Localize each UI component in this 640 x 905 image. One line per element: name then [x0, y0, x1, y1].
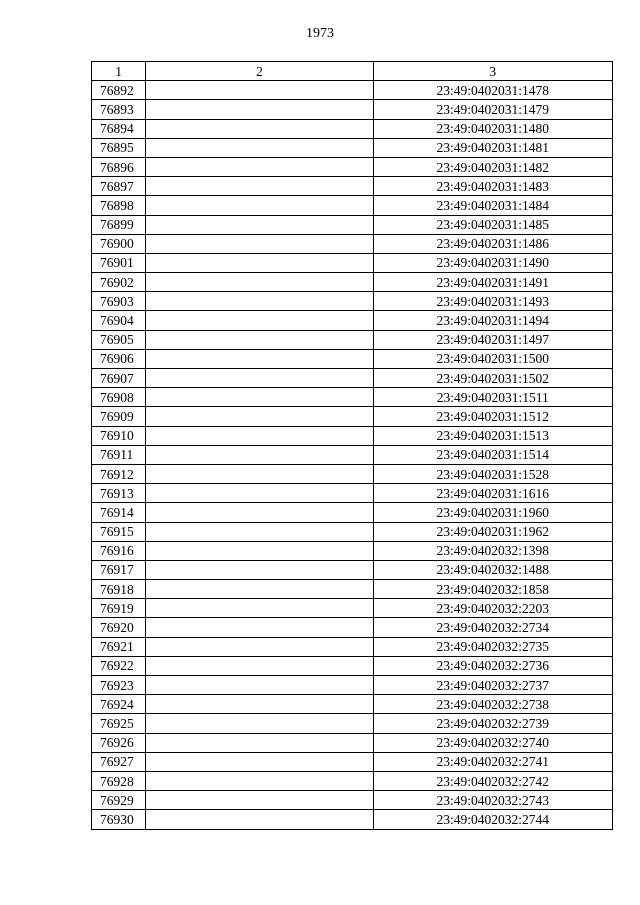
row-number-cell: 76909	[92, 407, 146, 426]
row-number-cell: 76926	[92, 733, 146, 752]
cadastral-number-cell: 23:49:0402031:1528	[373, 464, 612, 483]
table-row	[92, 253, 613, 272]
row-description-cell	[146, 676, 373, 695]
cadastral-number-cell: 23:49:0402031:1494	[373, 311, 612, 330]
row-description-cell	[146, 81, 373, 100]
row-number-cell: 76898	[92, 196, 146, 215]
row-description-cell	[146, 656, 373, 675]
table-row	[92, 676, 613, 695]
cadastral-number-cell: 23:49:0402031:1512	[373, 407, 612, 426]
row-description-cell	[146, 464, 373, 483]
row-description-cell	[146, 695, 373, 714]
cadastral-number-cell: 23:49:0402031:1486	[373, 234, 612, 253]
row-number-cell: 76928	[92, 771, 146, 790]
table-row	[92, 810, 613, 829]
row-number-cell: 76915	[92, 522, 146, 541]
row-description-cell	[146, 273, 373, 292]
row-description-cell	[146, 311, 373, 330]
row-description-cell	[146, 253, 373, 272]
table-row	[92, 618, 613, 637]
table-row	[92, 138, 613, 157]
column-header-1: 1	[92, 62, 146, 81]
cadastral-table	[91, 61, 613, 830]
cadastral-number-cell: 23:49:0402031:1511	[373, 388, 612, 407]
cadastral-number-cell: 23:49:0402032:2735	[373, 637, 612, 656]
cadastral-number-cell: 23:49:0402032:2738	[373, 695, 612, 714]
table-row	[92, 273, 613, 292]
row-number-cell: 76918	[92, 580, 146, 599]
table-row	[92, 407, 613, 426]
cadastral-number-cell: 23:49:0402031:1483	[373, 177, 612, 196]
row-number-cell: 76912	[92, 464, 146, 483]
cadastral-number-cell: 23:49:0402032:2740	[373, 733, 612, 752]
cadastral-number-cell: 23:49:0402031:1513	[373, 426, 612, 445]
row-number-cell: 76906	[92, 349, 146, 368]
row-description-cell	[146, 330, 373, 349]
table-row	[92, 311, 613, 330]
row-description-cell	[146, 560, 373, 579]
row-number-cell: 76908	[92, 388, 146, 407]
table-row	[92, 714, 613, 733]
table-row	[92, 81, 613, 100]
row-number-cell: 76916	[92, 541, 146, 560]
table-row	[92, 369, 613, 388]
row-description-cell	[146, 215, 373, 234]
row-description-cell	[146, 445, 373, 464]
row-description-cell	[146, 177, 373, 196]
table-row	[92, 541, 613, 560]
row-number-cell: 76920	[92, 618, 146, 637]
cadastral-number-cell: 23:49:0402031:1485	[373, 215, 612, 234]
row-number-cell: 76900	[92, 234, 146, 253]
row-number-cell: 76893	[92, 100, 146, 119]
row-number-cell: 76901	[92, 253, 146, 272]
row-number-cell: 76927	[92, 752, 146, 771]
table-row	[92, 560, 613, 579]
row-number-cell: 76904	[92, 311, 146, 330]
row-description-cell	[146, 810, 373, 829]
table-header-row	[92, 62, 613, 81]
row-description-cell	[146, 138, 373, 157]
row-number-cell: 76914	[92, 503, 146, 522]
table-row	[92, 157, 613, 176]
table-row	[92, 445, 613, 464]
row-description-cell	[146, 771, 373, 790]
row-number-cell: 76892	[92, 81, 146, 100]
cadastral-number-cell: 23:49:0402031:1491	[373, 273, 612, 292]
row-description-cell	[146, 752, 373, 771]
table-row	[92, 637, 613, 656]
cadastral-number-cell: 23:49:0402031:1497	[373, 330, 612, 349]
cadastral-number-cell: 23:49:0402031:1493	[373, 292, 612, 311]
row-description-cell	[146, 522, 373, 541]
table-row	[92, 580, 613, 599]
row-description-cell	[146, 234, 373, 253]
row-description-cell	[146, 119, 373, 138]
row-number-cell: 76923	[92, 676, 146, 695]
cadastral-number-cell: 23:49:0402032:1858	[373, 580, 612, 599]
row-number-cell: 76903	[92, 292, 146, 311]
row-description-cell	[146, 407, 373, 426]
table-row	[92, 752, 613, 771]
row-number-cell: 76907	[92, 369, 146, 388]
table-row	[92, 695, 613, 714]
table-body	[92, 81, 613, 829]
table-row	[92, 177, 613, 196]
cadastral-number-cell: 23:49:0402031:1502	[373, 369, 612, 388]
table-row	[92, 388, 613, 407]
row-number-cell: 76917	[92, 560, 146, 579]
table-row	[92, 791, 613, 810]
row-description-cell	[146, 292, 373, 311]
row-description-cell	[146, 157, 373, 176]
row-description-cell	[146, 426, 373, 445]
row-description-cell	[146, 100, 373, 119]
row-description-cell	[146, 618, 373, 637]
cadastral-number-cell: 23:49:0402031:1480	[373, 119, 612, 138]
row-number-cell: 76924	[92, 695, 146, 714]
row-number-cell: 76896	[92, 157, 146, 176]
cadastral-number-cell: 23:49:0402032:2741	[373, 752, 612, 771]
row-description-cell	[146, 791, 373, 810]
table-row	[92, 349, 613, 368]
row-number-cell: 76921	[92, 637, 146, 656]
table-row	[92, 196, 613, 215]
cadastral-number-cell: 23:49:0402031:1490	[373, 253, 612, 272]
table-row	[92, 484, 613, 503]
row-number-cell: 76919	[92, 599, 146, 618]
table-row	[92, 330, 613, 349]
column-header-3: 3	[373, 62, 612, 81]
row-description-cell	[146, 580, 373, 599]
table-row	[92, 215, 613, 234]
row-number-cell: 76910	[92, 426, 146, 445]
cadastral-number-cell: 23:49:0402031:1479	[373, 100, 612, 119]
cadastral-number-cell: 23:49:0402031:1484	[373, 196, 612, 215]
cadastral-number-cell: 23:49:0402032:1488	[373, 560, 612, 579]
row-description-cell	[146, 599, 373, 618]
cadastral-number-cell: 23:49:0402032:2734	[373, 618, 612, 637]
cadastral-number-cell: 23:49:0402031:1514	[373, 445, 612, 464]
cadastral-number-cell: 23:49:0402032:2737	[373, 676, 612, 695]
table-row	[92, 599, 613, 618]
cadastral-number-cell: 23:49:0402032:2736	[373, 656, 612, 675]
row-description-cell	[146, 369, 373, 388]
row-number-cell: 76899	[92, 215, 146, 234]
cadastral-number-cell: 23:49:0402031:1478	[373, 81, 612, 100]
row-description-cell	[146, 637, 373, 656]
row-description-cell	[146, 733, 373, 752]
row-number-cell: 76925	[92, 714, 146, 733]
cadastral-number-cell: 23:49:0402032:2742	[373, 771, 612, 790]
cadastral-number-cell: 23:49:0402032:2744	[373, 810, 612, 829]
table-row	[92, 656, 613, 675]
page-number: 1973	[306, 26, 334, 41]
cadastral-number-cell: 23:49:0402031:1482	[373, 157, 612, 176]
table-row	[92, 234, 613, 253]
cadastral-number-cell: 23:49:0402032:2739	[373, 714, 612, 733]
cadastral-number-cell: 23:49:0402031:1616	[373, 484, 612, 503]
row-description-cell	[146, 714, 373, 733]
row-description-cell	[146, 388, 373, 407]
table-row	[92, 464, 613, 483]
row-number-cell: 76897	[92, 177, 146, 196]
cadastral-number-cell: 23:49:0402031:1481	[373, 138, 612, 157]
row-number-cell: 76929	[92, 791, 146, 810]
row-description-cell	[146, 484, 373, 503]
table-row	[92, 733, 613, 752]
table-row	[92, 119, 613, 138]
column-header-2: 2	[146, 62, 373, 81]
row-description-cell	[146, 196, 373, 215]
row-number-cell: 76905	[92, 330, 146, 349]
cadastral-number-cell: 23:49:0402031:1960	[373, 503, 612, 522]
table-row	[92, 503, 613, 522]
row-description-cell	[146, 503, 373, 522]
cadastral-number-cell: 23:49:0402032:1398	[373, 541, 612, 560]
row-number-cell: 76895	[92, 138, 146, 157]
row-number-cell: 76930	[92, 810, 146, 829]
cadastral-number-cell: 23:49:0402032:2203	[373, 599, 612, 618]
cadastral-number-cell: 23:49:0402032:2743	[373, 791, 612, 810]
row-number-cell: 76894	[92, 119, 146, 138]
row-number-cell: 76911	[92, 445, 146, 464]
row-number-cell: 76902	[92, 273, 146, 292]
row-number-cell: 76913	[92, 484, 146, 503]
row-description-cell	[146, 349, 373, 368]
table-row	[92, 100, 613, 119]
cadastral-number-cell: 23:49:0402031:1962	[373, 522, 612, 541]
table-row	[92, 426, 613, 445]
row-description-cell	[146, 541, 373, 560]
cadastral-number-cell: 23:49:0402031:1500	[373, 349, 612, 368]
table-row	[92, 292, 613, 311]
row-number-cell: 76922	[92, 656, 146, 675]
table-row	[92, 771, 613, 790]
table-row	[92, 522, 613, 541]
